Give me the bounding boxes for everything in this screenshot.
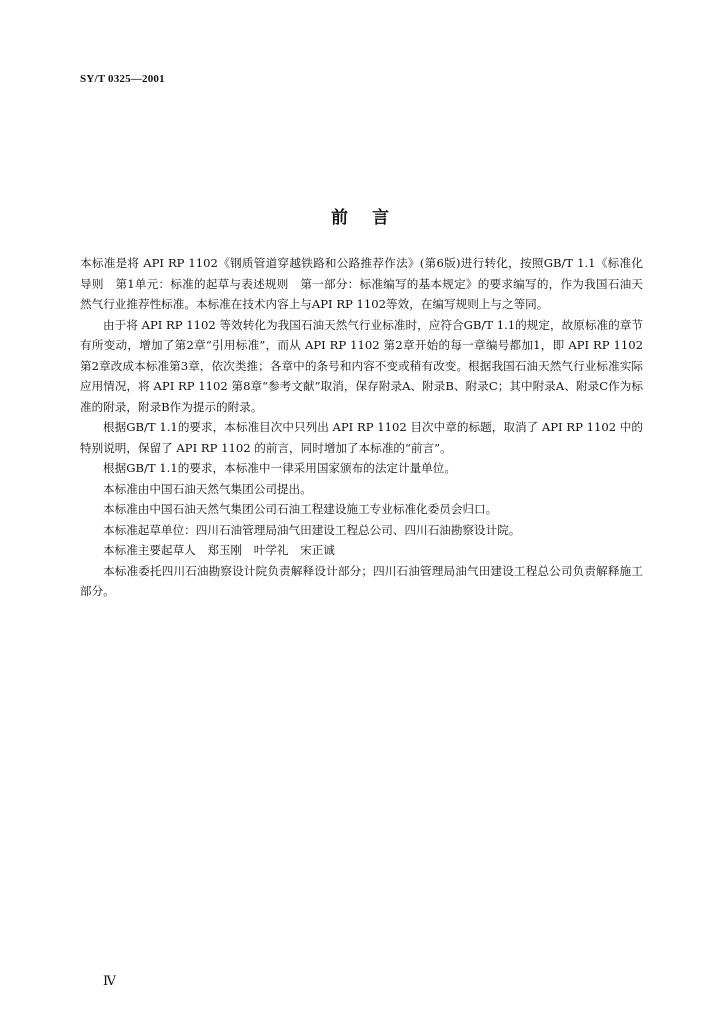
paragraph: 本标准委托四川石油勘察设计院负责解释设计部分；四川石油管理局油气田建设工程总公司负责解释施工部分。	[80, 563, 643, 598]
preface-body	[80, 253, 643, 602]
paragraph: 本标准是将 API RP 1102《钢质管道穿越铁路和公路推荐作法》(第6版)进行转化，按照GB/T 1.1《标准化导则 第1单元：标准的起草与表述规则 第一部分：标准编写的基本规定》的要求编写的，作为我国石油天然气行业推荐性标准。本标准在技术内容上与API RP 1102等效，在编写规则上与之等同。	[80, 256, 643, 311]
paragraph: 本标准主要起草人 郑玉刚 叶学礼 宋正诚	[103, 543, 335, 557]
paragraph: 本标准由中国石油天然气集团公司提出。	[103, 481, 312, 496]
paragraph: 根据GB/T 1.1的要求，本标准中一律采用国家颁布的法定计量单位。	[103, 461, 456, 475]
document-code: SY/T 0325—2001	[80, 73, 165, 85]
paragraph: 根据GB/T 1.1的要求，本标准目次中只列出 API RP 1102 目次中章的标题，取消了 API RP 1102 中的特别说明，保留了 API RP 1102 的前言，同时增加了本标准的“前言”。	[80, 420, 643, 455]
paragraph: 由于将 API RP 1102 等效转化为我国石油天然气行业标准时，应符合GB/T 1.1的规定，故原标准的章节有所变动，增加了第2章“引用标准”，而从 API RP 1102 第2章开始的每一章编号都加1，即 API RP 1102 第2章改成本标准第3章，依次类推；各章中的条号和内容不变或稍有改变。根据我国石油天然气行业标准实际应用情况，将 API RP 1102 第8章“参考文献”取消，保存附录A、附录B、附录C；其中附录A、附录C作为标准的附录，附录B作为提示的附录。	[80, 317, 643, 414]
paragraph: 本标准由中国石油天然气集团公司石油工程建设施工专业标准化委员会归口。	[103, 502, 498, 516]
section-title: 前言	[331, 208, 413, 228]
page-number: Ⅳ	[103, 973, 116, 988]
paragraph: 本标准起草单位：四川石油管理局油气田建设工程总公司、四川石油勘察设计院。	[103, 522, 521, 537]
